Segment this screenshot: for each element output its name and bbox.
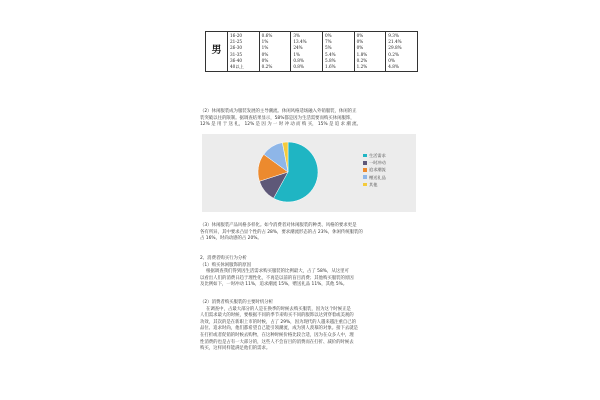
paragraph-line: 在打折或者促销的时候去购物，在这种时候价格比较合适，因为在众多人中，理 bbox=[200, 332, 354, 338]
table-cell: 1% bbox=[261, 39, 269, 45]
table-column bbox=[259, 32, 291, 72]
table-cell: 3% bbox=[293, 33, 300, 38]
legend-item bbox=[363, 159, 386, 166]
consumer-behavior-section bbox=[200, 256, 354, 289]
table-cell: 24% bbox=[293, 45, 303, 51]
paragraph-line: 根据调查我们得到因生活需求购买服装的比例最大，占了 58%，从这里可 bbox=[206, 269, 349, 275]
section3-paragraph bbox=[200, 223, 363, 243]
legend-label: 一时冲动 bbox=[369, 160, 386, 166]
table-cell: 1% bbox=[261, 45, 269, 51]
table-column bbox=[386, 32, 418, 72]
paragraph-line: 购买，这样同样能满足他们的需求。 bbox=[200, 346, 271, 352]
paragraph-line: 各有所异，其中要求凸显个性的占 28%，要求潮流形态的占 23%，休闲传统服装的 bbox=[200, 229, 363, 235]
paragraph-line: 在调查中，占最大部分的人是在换季的时候去购买服装，因为这个时候正是 bbox=[206, 306, 351, 312]
table-column bbox=[291, 32, 323, 72]
table-cell: 5% bbox=[324, 45, 332, 51]
subsection-heading: （2）消费者购买服装的主要时机分析 bbox=[200, 300, 274, 305]
table-cell: 0% bbox=[324, 33, 332, 38]
legend-label: 生活需求 bbox=[369, 153, 386, 158]
legend-label: 赠送礼品 bbox=[369, 174, 386, 180]
table-column bbox=[354, 32, 386, 72]
table-cell: 9.3% bbox=[388, 33, 399, 38]
paragraph-line: 以看出人们的消费日趋于理性化，不再是以前的盲目消费；其他购买服装的原因 bbox=[200, 275, 354, 281]
table-cell: 4.8% bbox=[388, 63, 399, 69]
table-cell: 36-40 bbox=[230, 57, 243, 63]
paragraph-line: 及比例如下，一时冲动 11%，追求潮流 15%，赠送礼品 11%，其他 5%。 bbox=[200, 282, 348, 288]
table-column bbox=[228, 32, 260, 72]
table-cell: 13.4% bbox=[293, 39, 307, 45]
legend-swatch bbox=[363, 175, 367, 179]
paragraph-line: 装突破以往的限制。据调查结果显示，58%都是因为生活需要而购买休闲服饰， bbox=[200, 115, 355, 121]
table-cell: 0% bbox=[261, 51, 269, 57]
table-cell: 0.8% bbox=[293, 57, 304, 63]
table-cell: 26-30 bbox=[230, 45, 243, 51]
legend-label: 追求潮流 bbox=[369, 167, 386, 173]
paragraph-line: 性消费的也是占有一大部分的，这些人不会盲目的消费而在打折、减价的时候去 bbox=[200, 339, 354, 345]
table-cell: 0% bbox=[261, 57, 269, 63]
paragraph-line: 人们需求最大的时候，要根据不同的季节来购买不同的服饰以达到穿着或美观的 bbox=[200, 313, 354, 319]
table-cell: 1% bbox=[293, 51, 300, 57]
paragraph-line: 12% 是 用 于 送 礼， 12% 是 因 为 一 时 冲 动 而 购 买， 15% 是 追 求 潮 流。 bbox=[200, 122, 361, 128]
legend-item bbox=[363, 152, 386, 159]
chart-legend bbox=[363, 152, 386, 188]
table-cell: 0% bbox=[356, 45, 364, 51]
table-cell: 31-35 bbox=[230, 51, 243, 57]
table-row bbox=[206, 32, 418, 72]
table-cell: 1.8% bbox=[356, 51, 368, 57]
legend-swatch bbox=[363, 154, 367, 158]
age-distribution-table bbox=[205, 31, 418, 72]
section-heading: 2、消费者购买行为分析 bbox=[200, 256, 247, 261]
table-cell: 0% bbox=[356, 33, 364, 38]
paragraph-line: 功效，其次的是在新职上市的时候，占了 29%，因为现代的人越来越注重自己的 bbox=[200, 319, 357, 325]
purchase-timing-section bbox=[200, 300, 358, 353]
paragraph-line: 占 16%，时尚动感的占 20%。 bbox=[200, 236, 262, 242]
table-cell: 16-20 bbox=[230, 33, 243, 38]
table-cell: 0.2% bbox=[356, 57, 368, 63]
table-cell: 0.8% bbox=[293, 63, 304, 69]
table-cell: 21.4% bbox=[388, 39, 402, 45]
table-cell: 1.6% bbox=[324, 63, 336, 69]
paragraph-line: （2）休闲服装成为服装发展的主导潮流。休闲风格适场融入外销服装，休闲的正 bbox=[200, 109, 357, 114]
table-cell: 0.2% bbox=[388, 51, 399, 57]
table-cell: 0.6% bbox=[261, 33, 273, 38]
legend-swatch bbox=[363, 183, 367, 187]
legend-item bbox=[363, 181, 386, 188]
table-cell: 29.8% bbox=[388, 45, 402, 51]
legend-swatch bbox=[363, 161, 367, 165]
table-cell: 7% bbox=[324, 39, 332, 45]
paragraph-line: 品位、追求时尚，他们都希望自己能引领潮流，成为别人羡慕的对象。接下去就是 bbox=[200, 326, 359, 332]
table-cell: 0% bbox=[356, 39, 364, 45]
subsection-heading: （1）购买休闲服饰的原因 bbox=[200, 262, 252, 268]
legend-label: 其他 bbox=[369, 181, 378, 187]
table-cell: 5.4% bbox=[324, 51, 336, 57]
gender-cell: 男 bbox=[206, 32, 228, 72]
legend-swatch bbox=[363, 168, 367, 172]
table-cell: 1.2% bbox=[356, 63, 368, 69]
table-column bbox=[322, 32, 354, 72]
table-cell: 0.2% bbox=[261, 63, 273, 69]
legend-item bbox=[363, 174, 386, 181]
purchase-reason-chart bbox=[202, 134, 416, 212]
table-cell: 0% bbox=[388, 57, 395, 63]
section2-paragraph bbox=[200, 109, 361, 129]
table-cell: 5.8% bbox=[324, 57, 336, 63]
table-cell: 21-25 bbox=[230, 39, 243, 45]
paragraph-line: （3）休闲服装产品风格多样化。如今消费者对休闲服装的种类、风格的要求更是 bbox=[200, 223, 357, 228]
legend-item bbox=[363, 166, 386, 173]
table-cell: 40以上 bbox=[230, 63, 244, 69]
